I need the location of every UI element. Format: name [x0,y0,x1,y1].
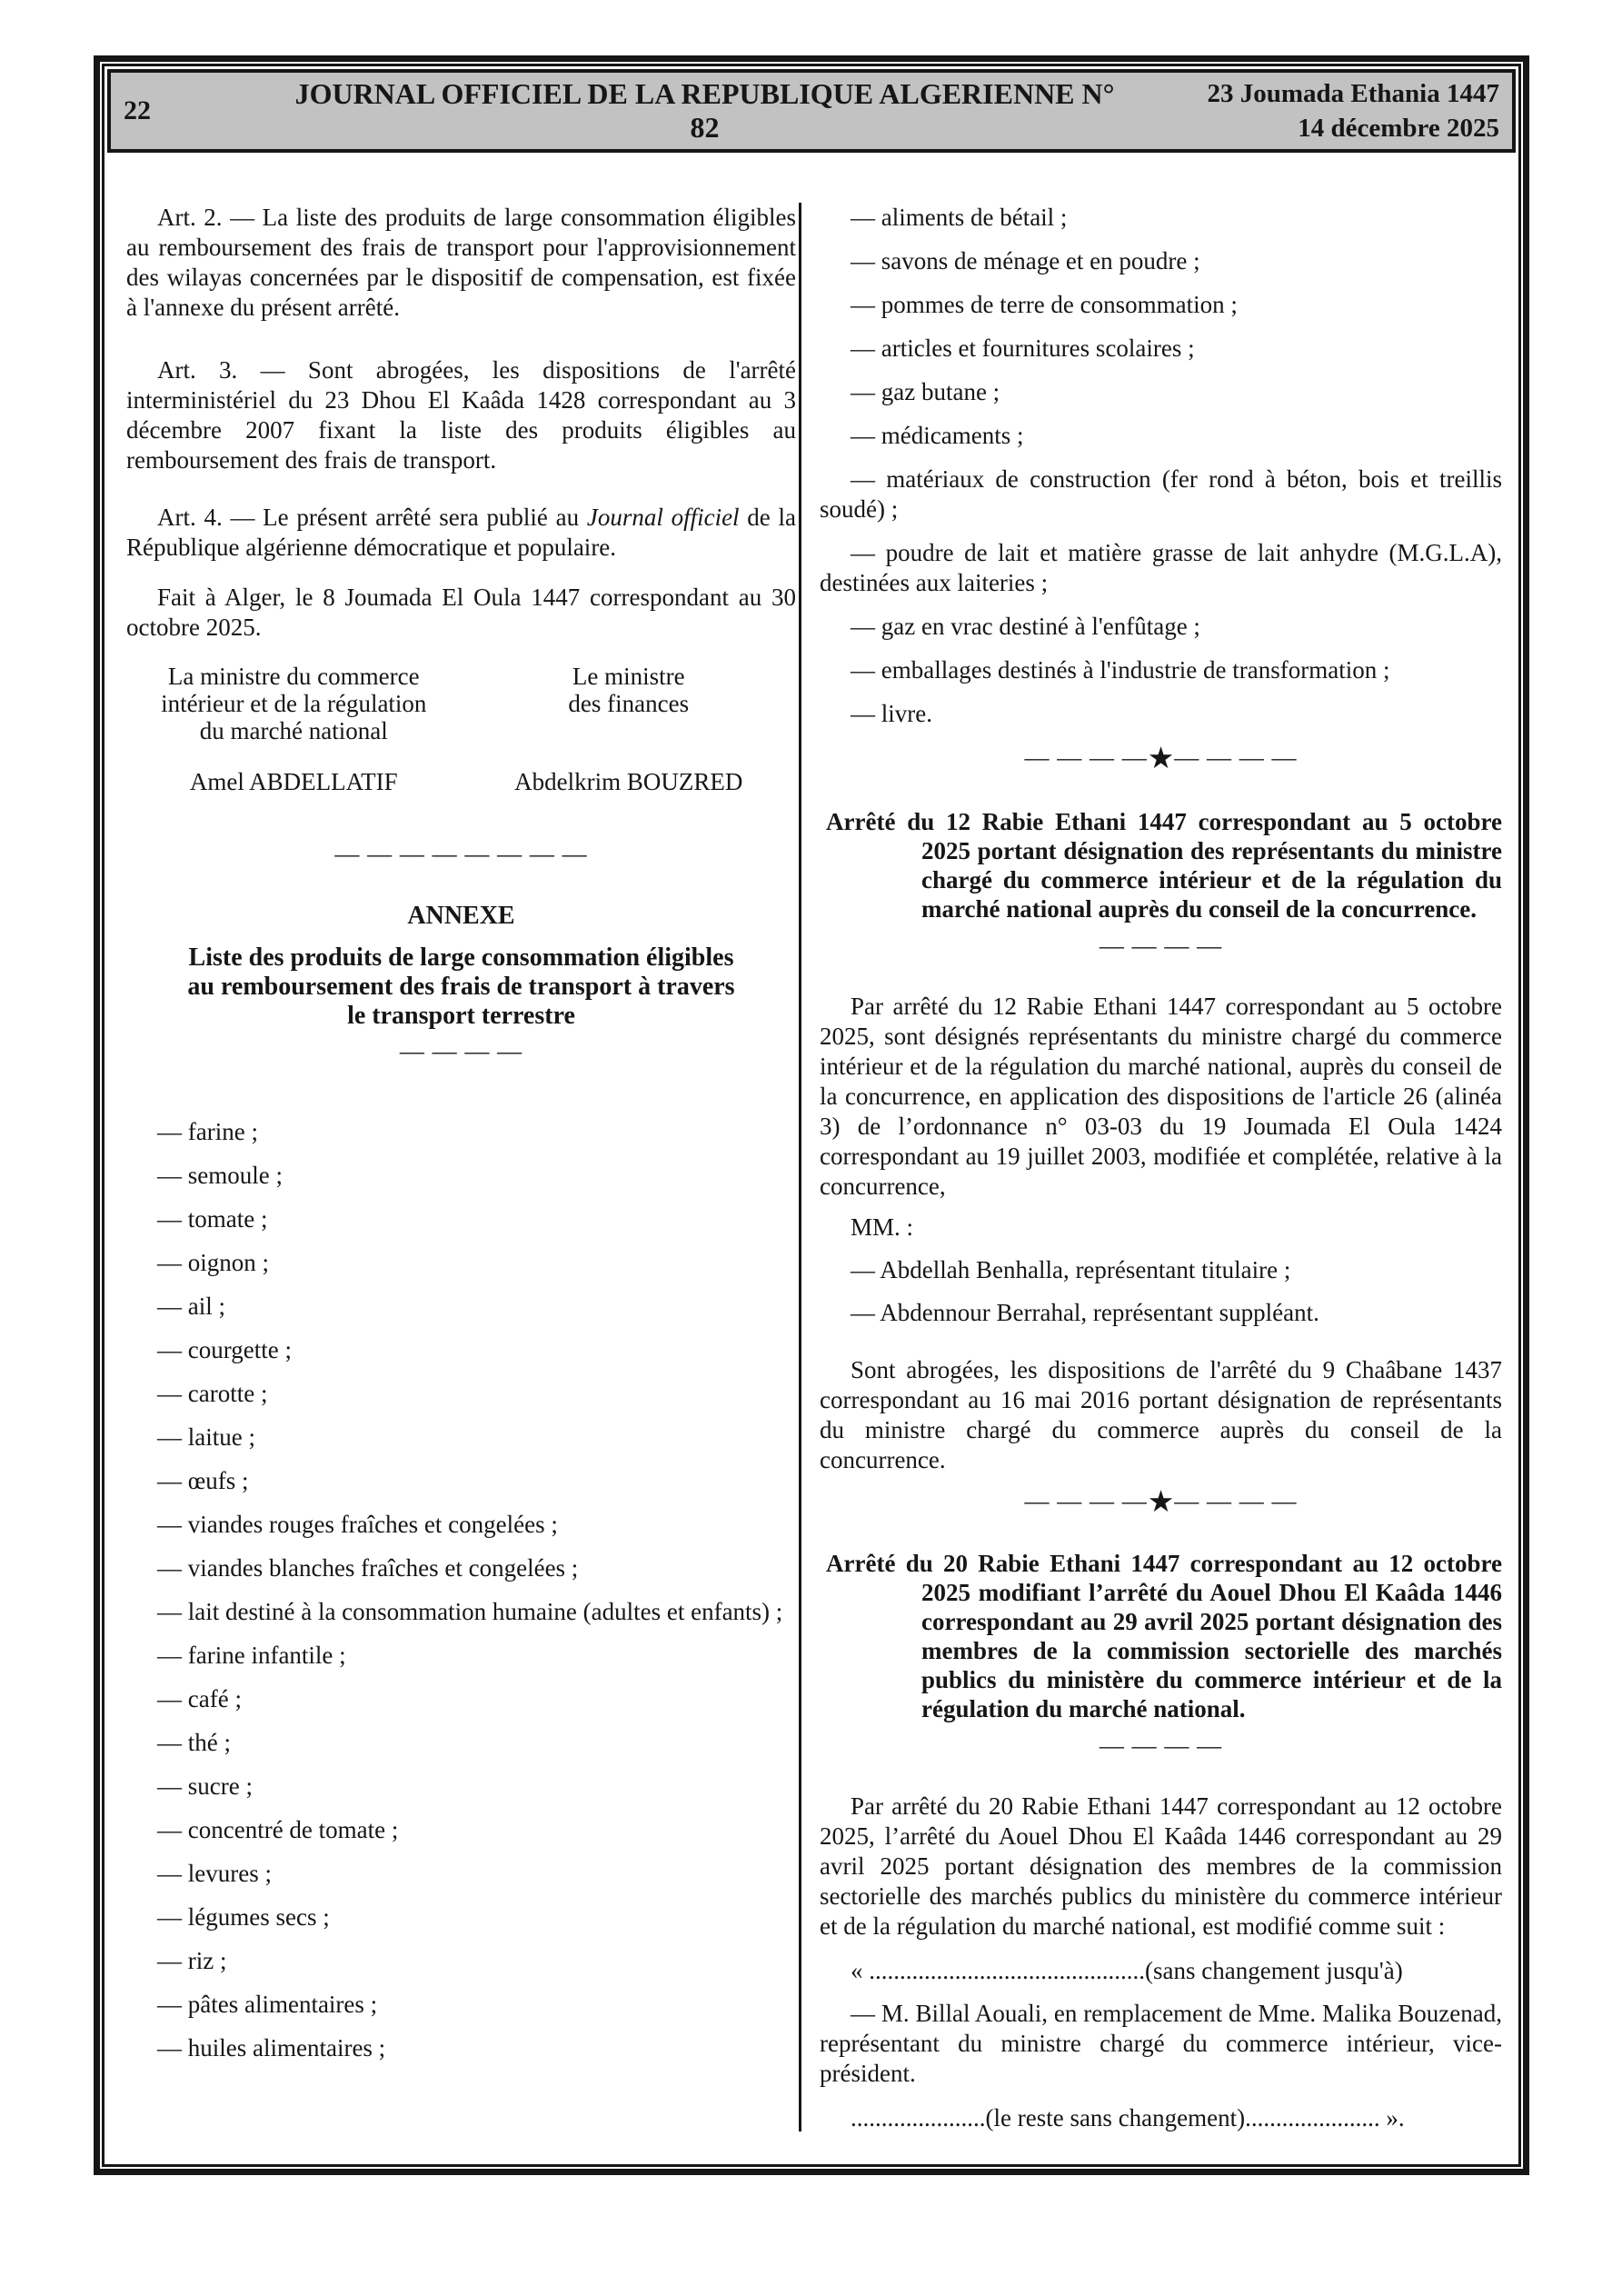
article-4-text-start: Art. 4. — Le présent arrêté sera publié au [157,504,587,531]
mm-label: MM. : [851,1213,914,1241]
annexe-title-line: le transport terrestre [347,1002,575,1030]
quote-close-line: ......................(le reste sans changement)...................... ». [851,2104,1405,2131]
article-2-paragraph: Art. 2. — La liste des produits de large consommation éligibles au remboursement des frais de transport pour l'approvisionnement des wilayas concernées par le dispositif de compensation, est fixée à l'annexe du présent arrêté. [126,204,796,321]
signature-title-line: intérieur et de la régulation [161,690,427,717]
product-list-left [126,1117,796,2063]
product-item: — levures ; [157,1860,272,1887]
dash-separator-short: — — — — [1099,1732,1223,1759]
product-list-right [820,203,1502,729]
arrete-2-heading: Arrêté du 20 Rabie Ethani 1447 correspondant au 12 octobre 2025 modifiant l’arrêté du Aouel Dhou El Kaâda 1446 correspondant au 29 avril 2025 portant désignation des membres de la commission sectorielle des marchés publics du ministère du commerce intérieur et de la régulation du marché national. [826,1550,1502,1722]
product-item: — pâtes alimentaires ; [157,1991,378,2018]
product-item: — médicaments ; [851,422,1024,449]
star-icon: ★ [1147,1486,1175,1519]
arrete-2-paragraph: Par arrêté du 20 Rabie Ethani 1447 correspondant au 12 octobre 2025, l’arrêté du Aouel Dhou El Kaâda 1446 correspondant au 29 avril 2025 portant désignation des membres de la commission sectorielle des marchés publics du ministère du commerce intérieur et de la régulation du marché national, est modifié comme suit : [820,1792,1502,1940]
product-item: — café ; [157,1685,242,1712]
arrete-1-paragraph: Par arrêté du 12 Rabie Ethani 1447 correspondant au 5 octobre 2025, sont désignés représentants du ministre chargé du commerce intérieur et de la régulation du marché national, auprès du conseil de la concurrence, en application des dispositions de l'article 26 (alinéa 3) de l’ordonnance n° 03-03 du 19 Joumada El Oula 1424 correspondant au 19 juillet 2003, modifiée et complétée, relative à la concurrence, [820,993,1502,1200]
journal-title: JOURNAL OFFICIEL DE LA REPUBLIQUE ALGERIENNE N° 82 [294,77,1115,144]
product-item: — articles et fournitures scolaires ; [851,334,1195,362]
dash-separator-long: — — — — — — — — [334,840,588,867]
product-item: — oignon ; [157,1249,270,1276]
article-4-text-end: de la République algérienne démocratique et populaire. [126,504,796,561]
product-item: — livre. [851,700,932,727]
product-item: — huiles alimentaires ; [157,2034,386,2061]
product-item: — gaz butane ; [851,378,1000,405]
star-separator [820,1486,1502,1518]
product-item: — gaz en vrac destiné à l'enfûtage ; [851,613,1200,640]
separator-dashes: — — — — [1174,1487,1298,1514]
right-column [801,203,1502,2133]
product-item: — farine infantile ; [157,1642,346,1669]
product-item: — courgette ; [157,1336,292,1363]
date-gregorian: 14 décembre 2025 [1298,114,1499,143]
page-frame-inner [102,64,1521,2167]
article-4-paragraph [126,503,796,563]
product-item: — riz ; [157,1947,227,1974]
signature-names [126,768,796,795]
signature-title-line: des finances [568,690,690,717]
annexe-title-line: Liste des produits de large consommation éligibles [188,943,734,972]
product-item: — tomate ; [157,1205,268,1233]
signature-name-right: Abdelkrim BOUZRED [514,768,743,795]
representative-item: — Abdennour Berrahal, représentant suppléant. [851,1299,1319,1326]
signature-title-right [462,663,797,744]
left-column [126,203,796,2133]
product-item: — œufs ; [157,1467,249,1494]
signature-title-left [126,663,462,744]
product-item: — carotte ; [157,1380,268,1407]
signature-name-left: Amel ABDELLATIF [189,768,398,795]
abrogation-paragraph: Sont abrogées, les dispositions de l'arrêté du 9 Chaâbane 1437 correspondant au 16 mai 2016 portant désignation de représentants du ministre chargé du commerce auprès du conseil de la concurrence. [820,1356,1502,1473]
product-item: — emballages destinés à l'industrie de transformation ; [851,656,1390,684]
signature-title-line: La ministre du commerce [167,663,420,690]
page-frame-outer [94,55,1529,2175]
product-item: — laitue ; [157,1423,255,1451]
journal-officiel-italic: Journal officiel [586,504,740,531]
page-body [104,155,1518,2133]
annexe-label: ANNEXE [407,902,515,930]
product-item: — sucre ; [157,1772,253,1800]
annexe-title-line: au remboursement des frais de transport à travers [187,973,735,1001]
product-item: — semoule ; [157,1162,283,1189]
product-item: — viandes rouges fraîches et congelées ; [157,1511,558,1538]
star-separator [820,743,1502,774]
product-item: — lait destiné à la consommation humaine (adultes et enfants) ; [157,1598,783,1625]
header-dates [1131,76,1512,145]
signing-location-paragraph: Fait à Alger, le 8 Joumada El Oula 1447 correspondant au 30 octobre 2025. [126,584,796,641]
product-item: — poudre de lait et matière grasse de lait anhydre (M.G.L.A), destinées aux laiteries ; [820,539,1502,596]
dash-separator-short: — — — — [399,1037,523,1064]
separator-dashes: — — — — [1174,744,1298,771]
product-item: — concentré de tomate ; [157,1816,399,1843]
separator-dashes: — — — — [1024,744,1148,771]
article-3-paragraph: Art. 3. — Sont abrogées, les dispositions de l'arrêté interministériel du 23 Dhou El Kaâda 1428 correspondant au 3 décembre 2007 fixant la liste des produits éligibles au remboursement des frais de transport. [126,356,796,474]
product-item: — farine ; [157,1118,258,1145]
date-hijri: 23 Joumada Ethania 1447 [1207,79,1499,108]
separator-dashes: — — — — [1024,1487,1148,1514]
signature-title-line: Le ministre [572,663,685,690]
arrete-1-heading: Arrêté du 12 Rabie Ethani 1447 correspondant au 5 octobre 2025 portant désignation des représentants du ministre chargé du commerce intérieur et de la régulation du marché national auprès du conseil de la concurrence. [826,808,1502,923]
annexe-title [126,943,796,1031]
quote-open-line: « .............................................(sans changement jusqu'à) [851,1957,1403,1984]
dash-separator-short: — — — — [1099,932,1223,959]
representative-item: — Abdellah Benhalla, représentant titulaire ; [851,1256,1291,1283]
signature-title-line: du marché national [199,717,388,744]
product-item: — savons de ménage et en poudre ; [851,247,1200,275]
product-item: — légumes secs ; [157,1903,330,1931]
page-number: 22 [124,95,151,125]
product-item: — ail ; [157,1293,225,1320]
amendment-paragraph: — M. Billal Aouali, en remplacement de Mme. Malika Bouzenad, représentant du ministre chargé du commerce intérieur, vice-président. [820,2000,1502,2087]
star-icon: ★ [1147,743,1175,775]
product-item: — aliments de bétail ; [851,204,1068,231]
product-item: — viandes blanches fraîches et congelées ; [157,1554,579,1582]
product-item: — matériaux de construction (fer rond à béton, bois et treillis soudé) ; [820,465,1502,523]
product-item: — pommes de terre de consommation ; [851,291,1238,318]
header-band [107,69,1516,153]
product-item: — thé ; [157,1729,231,1756]
signature-titles [126,663,796,744]
